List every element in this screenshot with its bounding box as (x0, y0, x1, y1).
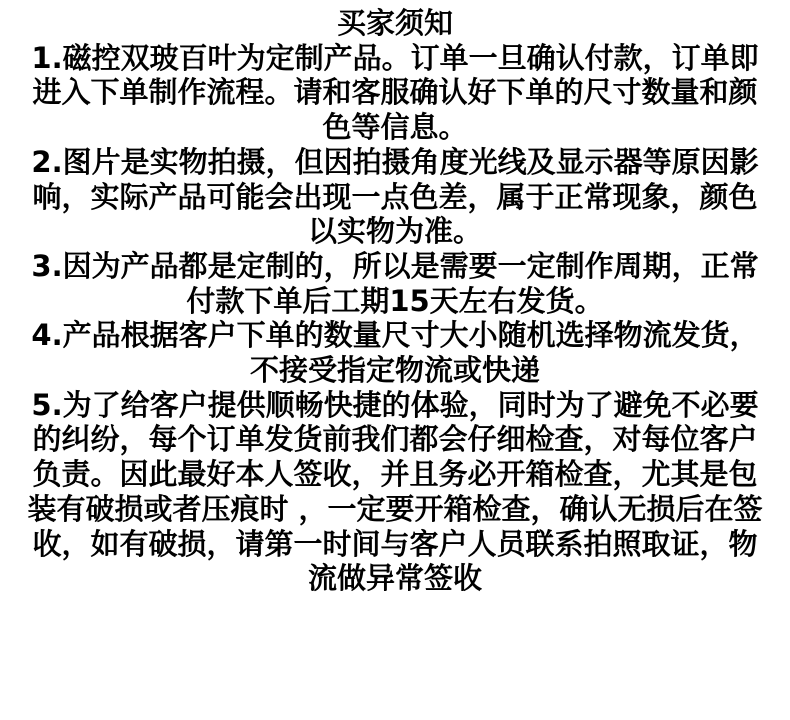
notice-item-5: 5.为了给客户提供顺畅快捷的体验，同时为了避免不必要的纠纷，每个订单发货前我们都会仔细检查，对每位客户负责。因此最好本人签收，并且务必开箱检查，尤其是包装有破损或者压痕时 ，一定要开箱检查，确认无损后在签收，如有破损，请第一时间与客户人员联系拍照取证，物流做异常签收 (27, 387, 763, 596)
notice-item-1: 1.磁控双玻百叶为定制产品。订单一旦确认付款，订单即进入下单制作流程。请和客服确认好下单的尺寸数量和颜色等信息。 (31, 40, 759, 145)
notice-item-3: 3.因为产品都是定制的，所以是需要一定制作周期，正常付款下单后工期15天左右发货。 (31, 248, 759, 318)
notice-item-2: 2.图片是实物拍摄，但因拍摄角度光线及显示器等原因影响，实际产品可能会出现一点色差，属于正常现象，颜色以实物为准。 (31, 144, 759, 249)
notice-item-4: 4.产品根据客户下单的数量尺寸大小随机选择物流发货，不接受指定物流或快递 (31, 318, 759, 388)
notice-title: 买家须知 (336, 6, 453, 40)
